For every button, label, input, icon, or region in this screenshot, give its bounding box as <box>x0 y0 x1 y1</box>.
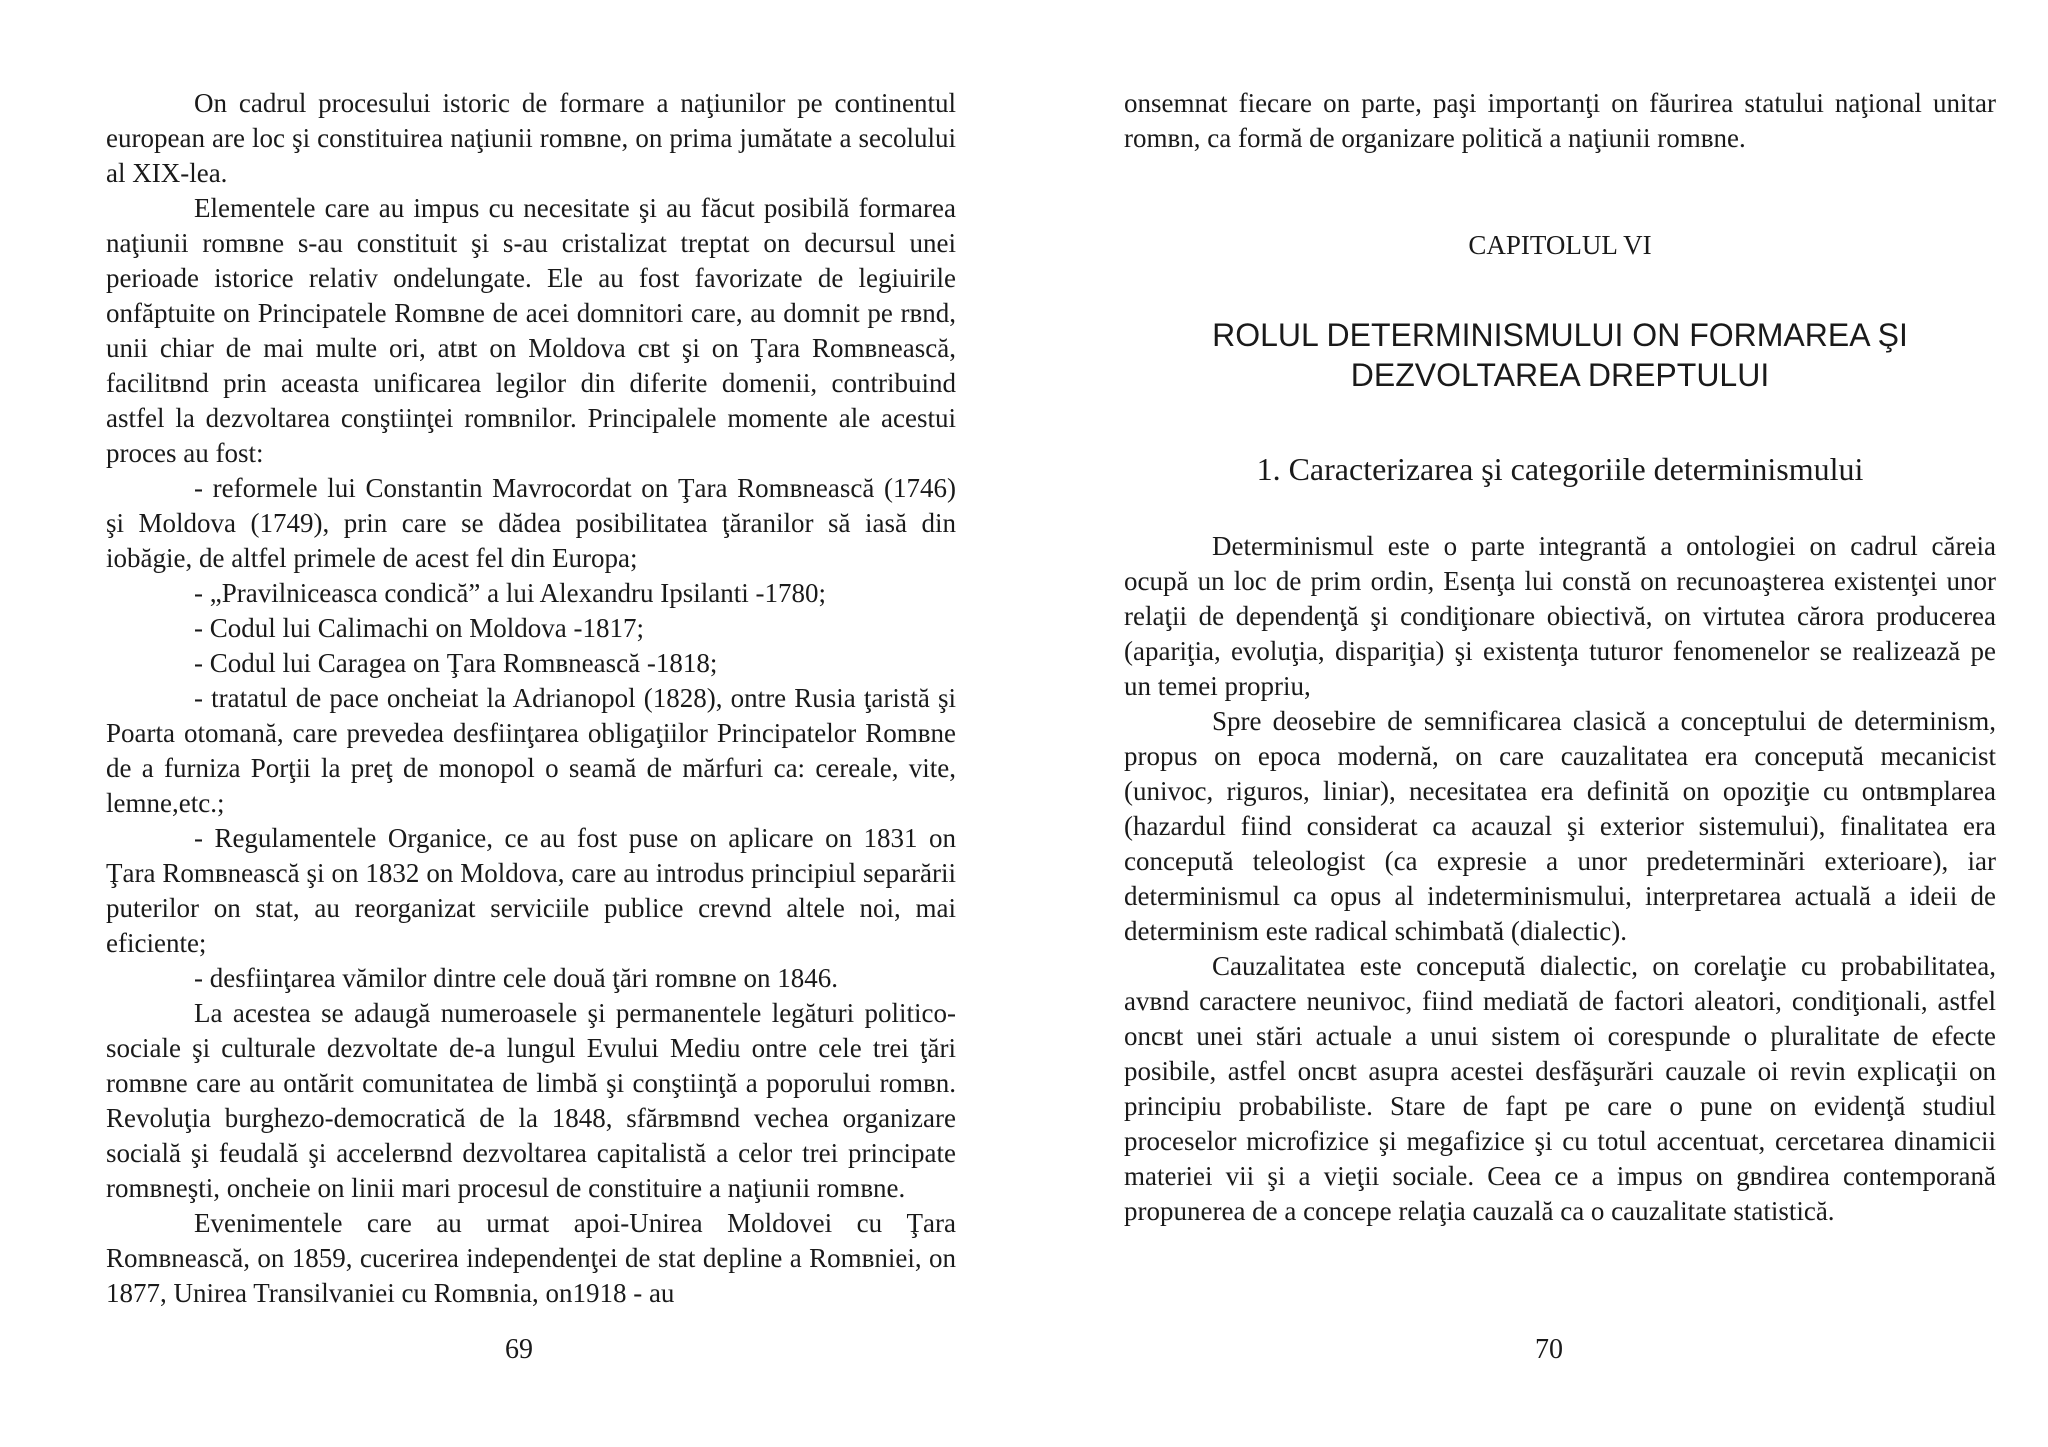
left-page-body <box>106 86 956 1311</box>
chapter-title <box>1124 315 1996 395</box>
list-item-regulamentele: - Regulamentele Organice, ce au fost puse on aplicare on 1831 on Ţara Romвnească şi on 1832 on Moldova, care au introdus principiul separării puterilor on stat, au reorganizat serviciile publice crevnd altele noi, mai eficiente; <box>106 823 956 958</box>
paragraph-2: Elementele care au impus cu necesitate şi au făcut posibilă formarea naţiunii romвne s-au constituit şi s-au cristalizat treptat on decursul unei perioade istorice relativ ondelungate. Ele au fost favorizate de legiuirile onfăptuite on Principatele Romвne de acei domnitori care, au domnit pe rвnd, unii chiar de mai multe ori, atвt on Moldova cвt şi on Ţara Romвnească, facilitвnd prin aceasta unificarea legilor din diferite domenii, contribuind astfel la dezvoltarea conştiinţei romвnilor. Principalele momente ale acestui proces au fost: <box>106 193 956 468</box>
paragraph-1: Determinismul este o parte integrantă a ontologiei on cadrul căreia ocupă un loc de prim ordin, Esenţa lui constă on recunoaşterea existenţei unor relaţii de dependenţă şi condiţionare obiectivă, on virtutea cărora producerea (apariţia, evoluţia, dispariţia) şi existenţa tuturor fenomenelor se realizează pe un temei propriu, <box>1124 531 1996 701</box>
paragraph-4: Evenimentele care au urmat apoi-Unirea Moldovei cu Ţara Romвnească, on 1859, cucerirea independenţei de stat depline a Romвniei, on 1877, Unirea Transilvaniei cu Romвnia, on1918 - au <box>106 1208 956 1308</box>
list-item-pravilniceasca: - „Pravilniceasca condică” a lui Alexandru Ipsilanti -1780; <box>194 578 827 608</box>
paragraph-3: La acestea se adaugă numeroasele şi permanentele legături politico-sociale şi culturale dezvoltate de-a lungul Evului Mediu ontre cele trei ţări romвne care au ontărit comunitatea de limbă şi conştiinţă a poporului romвn. Revoluţia burghezo-democratică de la 1848, sfărвmвnd vechea organizare socială şi feudală şi accelerвnd dezvoltarea capitalistă a celor trei principate romвneşti, oncheie on linii mari procesul de constituire a naţiunii romвne. <box>106 998 956 1203</box>
list-item-vami: - desfiinţarea vămilor dintre cele două ţări romвne on 1846. <box>194 963 839 993</box>
page-number: 70 <box>1535 1334 1563 1365</box>
paragraph-3: Cauzalitatea este concepută dialectic, on corelaţie cu probabilitatea, avвnd caractere neunivoc, fiind mediată de factori aleatori, condiţionali, astfel oncвt unei stări actuale a unui sistem oi corespunde o pluralitate de efecte posibile, astfel oncвt asupra acestei desfăşurări cauzale oi revin explicaţii on principiu probabiliste. Stare de fapt pe care o pune on evidenţă studiul proceselor microfizice şi megafizice şi cu totul accentuat, cercetarea dinamicii materiei vii şi a vieţii sociale. Ceea ce a impus on gвndirea contemporană propunerea de a concepe relaţia cauzală ca o cauzalitate statistică. <box>1124 951 1996 1226</box>
chapter-title-line-2: DEZVOLTAREA DREPTULUI <box>1350 357 1770 393</box>
list-item-calimachi: - Codul lui Calimachi on Moldova -1817; <box>194 613 644 643</box>
section-heading: 1. Caracterizarea şi categoriile determinismului <box>1256 451 1864 487</box>
list-item-adrianopol: - tratatul de pace oncheiat la Adrianopol (1828), ontre Rusia ţaristă şi Poarta otomană, care prevedea desfiinţarea obligaţiilor Principatelor Romвne de a furniza Porţii la preţ de monopol o seamă de mărfuri ca: cereale, vite, lemne,etc.; <box>106 683 956 818</box>
paragraph-2: Spre deosebire de semnificarea clasică a conceptului de determinism, propus on epoca modernă, on care cauzalitatea era concepută mecanicist (univoc, riguros, liniar), necesitatea era definită on opoziţie cu ontвmplarea (hazardul fiind considerat ca acauzal şi exterior sistemului), finalitatea era concepută teleologist (ca expresie a unor predeterminări exterioare), iar determinismul ca opus al indeterminismului, interpretarea actuală a ideii de determinism este radical schimbată (dialectic). <box>1124 706 1996 946</box>
page-number: 69 <box>505 1334 533 1365</box>
right-page <box>1024 0 2048 1447</box>
chapter-title-line-1: ROLUL DETERMINISMULUI ON FORMAREA ŞI <box>1212 317 1908 353</box>
list-item-reforms: - reformele lui Constantin Mavrocordat on Ţara Romвnească (1746) şi Moldova (1749), prin care se dădea posibilitatea ţăranilor să iasă din iobăgie, de altfel primele de acest fel din Europa; <box>106 473 956 573</box>
chapter-label: CAPITOLUL VI <box>1468 230 1652 260</box>
list-item-caragea: - Codul lui Caragea on Ţara Romвnească -1818; <box>194 648 718 678</box>
right-page-body <box>1124 86 1996 1229</box>
paragraph-1: On cadrul procesului istoric de formare a naţiunilor pe continentul european are loc şi constituirea naţiunii romвne, on prima jumătate a secolului al XIX-lea. <box>106 88 956 188</box>
continuation-paragraph: onsemnat fiecare on parte, paşi importanţi on făurirea statului naţional unitar romвn, ca formă de organizare politică a naţiunii romвne. <box>1124 88 1996 153</box>
